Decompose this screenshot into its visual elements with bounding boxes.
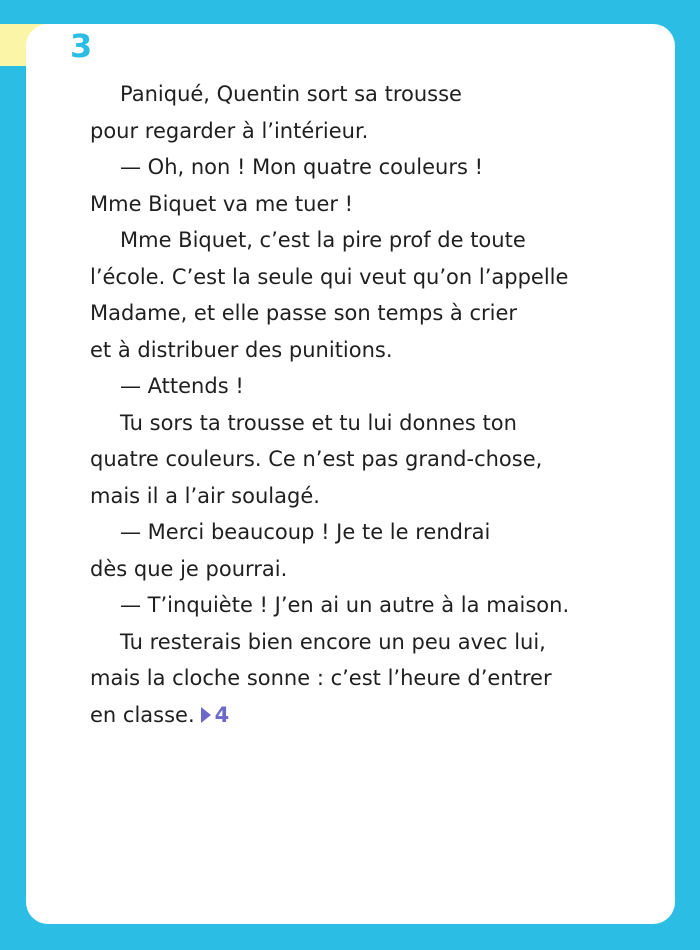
story-line-text: en classe. bbox=[90, 702, 195, 727]
page-number: 3 bbox=[70, 27, 93, 65]
story-line: Madame, et elle passe son temps à crier bbox=[90, 301, 518, 325]
story-line: Mme Biquet, c’est la pire prof de toute bbox=[120, 228, 526, 252]
story-line: — Attends ! bbox=[120, 374, 244, 398]
story-line: Tu resterais bien encore un peu avec lui, bbox=[120, 629, 546, 654]
story-line: quatre couleurs. Ce n’est pas grand-chose, bbox=[90, 447, 543, 471]
story-line: mais il a l’air soulagé. bbox=[90, 483, 320, 508]
next-section-link[interactable] bbox=[195, 703, 230, 727]
story-line: — Oh, non ! Mon quatre couleurs ! bbox=[120, 155, 483, 179]
story-line: — T’inquiète ! J’en ai un autre à la maison. bbox=[120, 593, 570, 617]
story-line: dès que je pourrai. bbox=[90, 556, 288, 581]
story-line: et à distribuer des punitions. bbox=[90, 337, 393, 362]
story-line: Mme Biquet va me tuer ! bbox=[90, 191, 354, 216]
story-line: mais la cloche sonne : c’est l’heure d’entrer bbox=[90, 666, 552, 690]
story-text bbox=[90, 76, 630, 733]
story-line: l’école. C’est la seule qui veut qu’on l’appelle bbox=[90, 264, 569, 289]
next-section-number: 4 bbox=[214, 702, 230, 727]
play-arrow-icon bbox=[201, 707, 211, 723]
story-line: Paniqué, Quentin sort sa trousse bbox=[120, 82, 462, 106]
story-line-last bbox=[90, 697, 630, 734]
story-line: pour regarder à l’intérieur. bbox=[90, 118, 369, 143]
story-line: Tu sors ta trousse et tu lui donnes ton bbox=[120, 410, 517, 435]
story-line: — Merci beaucoup ! Je te le rendrai bbox=[120, 520, 491, 544]
